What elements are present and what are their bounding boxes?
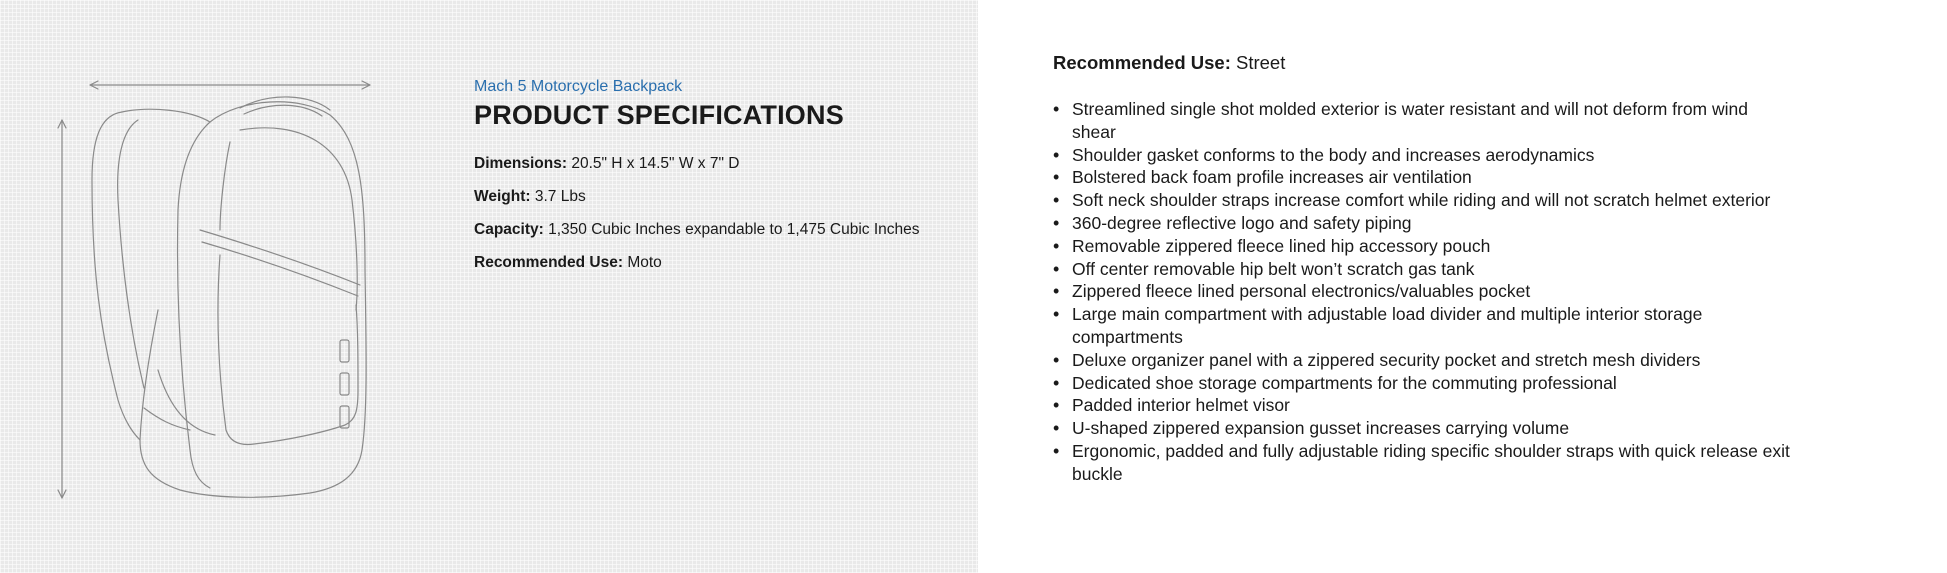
spec-value: Moto [627,254,662,271]
recommended-use-heading [1053,52,1285,74]
list-item: • Off center removable hip belt won’t scratch gas tank [1053,258,1793,281]
spec-weight [474,188,954,206]
list-item: • Zippered fleece lined personal electronics/valuables pocket [1053,280,1793,303]
list-item: • Removable zippered fleece lined hip accessory pouch [1053,235,1793,258]
list-item: • Streamlined single shot molded exterior is water resistant and will not deform from wind shear [1053,98,1793,144]
spec-dimensions [474,155,954,173]
list-item: • Ergonomic, padded and fully adjustable riding specific shoulder straps with quick release exit buckle [1053,440,1793,486]
spec-label: Dimensions: [474,155,568,172]
spec-label: Capacity: [474,221,544,238]
spec-value: 1,350 Cubic Inches expandable to 1,475 Cubic Inches [548,221,920,238]
product-name: Mach 5 Motorcycle Backpack [474,78,683,95]
spec-value: 3.7 Lbs [534,188,586,205]
list-item: • Shoulder gasket conforms to the body and increases aerodynamics [1053,144,1793,167]
spec-recommended-use [474,254,954,272]
list-item: • Padded interior helmet visor [1053,394,1793,417]
list-item: • U-shaped zippered expansion gusset increases carrying volume [1053,417,1793,440]
list-item: • Deluxe organizer panel with a zippered security pocket and stretch mesh dividers [1053,349,1793,372]
recommended-use-value: Street [1236,52,1286,73]
list-item: • 360-degree reflective logo and safety piping [1053,212,1793,235]
recommended-use-label: Recommended Use: [1053,52,1231,73]
page-title: PRODUCT SPECIFICATIONS [474,100,844,130]
list-item: • Bolstered back foam profile increases air ventilation [1053,166,1793,189]
list-item: • Large main compartment with adjustable load divider and multiple interior storage compartments [1053,303,1793,349]
spec-value: 20.5" H x 14.5" W x 7" D [571,155,740,172]
feature-list [1053,98,1793,486]
backpack-line-drawing-icon [40,70,390,510]
spec-capacity [474,221,954,239]
specifications-block [474,78,954,287]
list-item: • Dedicated shoe storage compartments for the commuting professional [1053,372,1793,395]
spec-label: Recommended Use: [474,254,624,271]
spec-label: Weight: [474,188,531,205]
list-item: • Soft neck shoulder straps increase comfort while riding and will not scratch helmet exterior [1053,189,1793,212]
